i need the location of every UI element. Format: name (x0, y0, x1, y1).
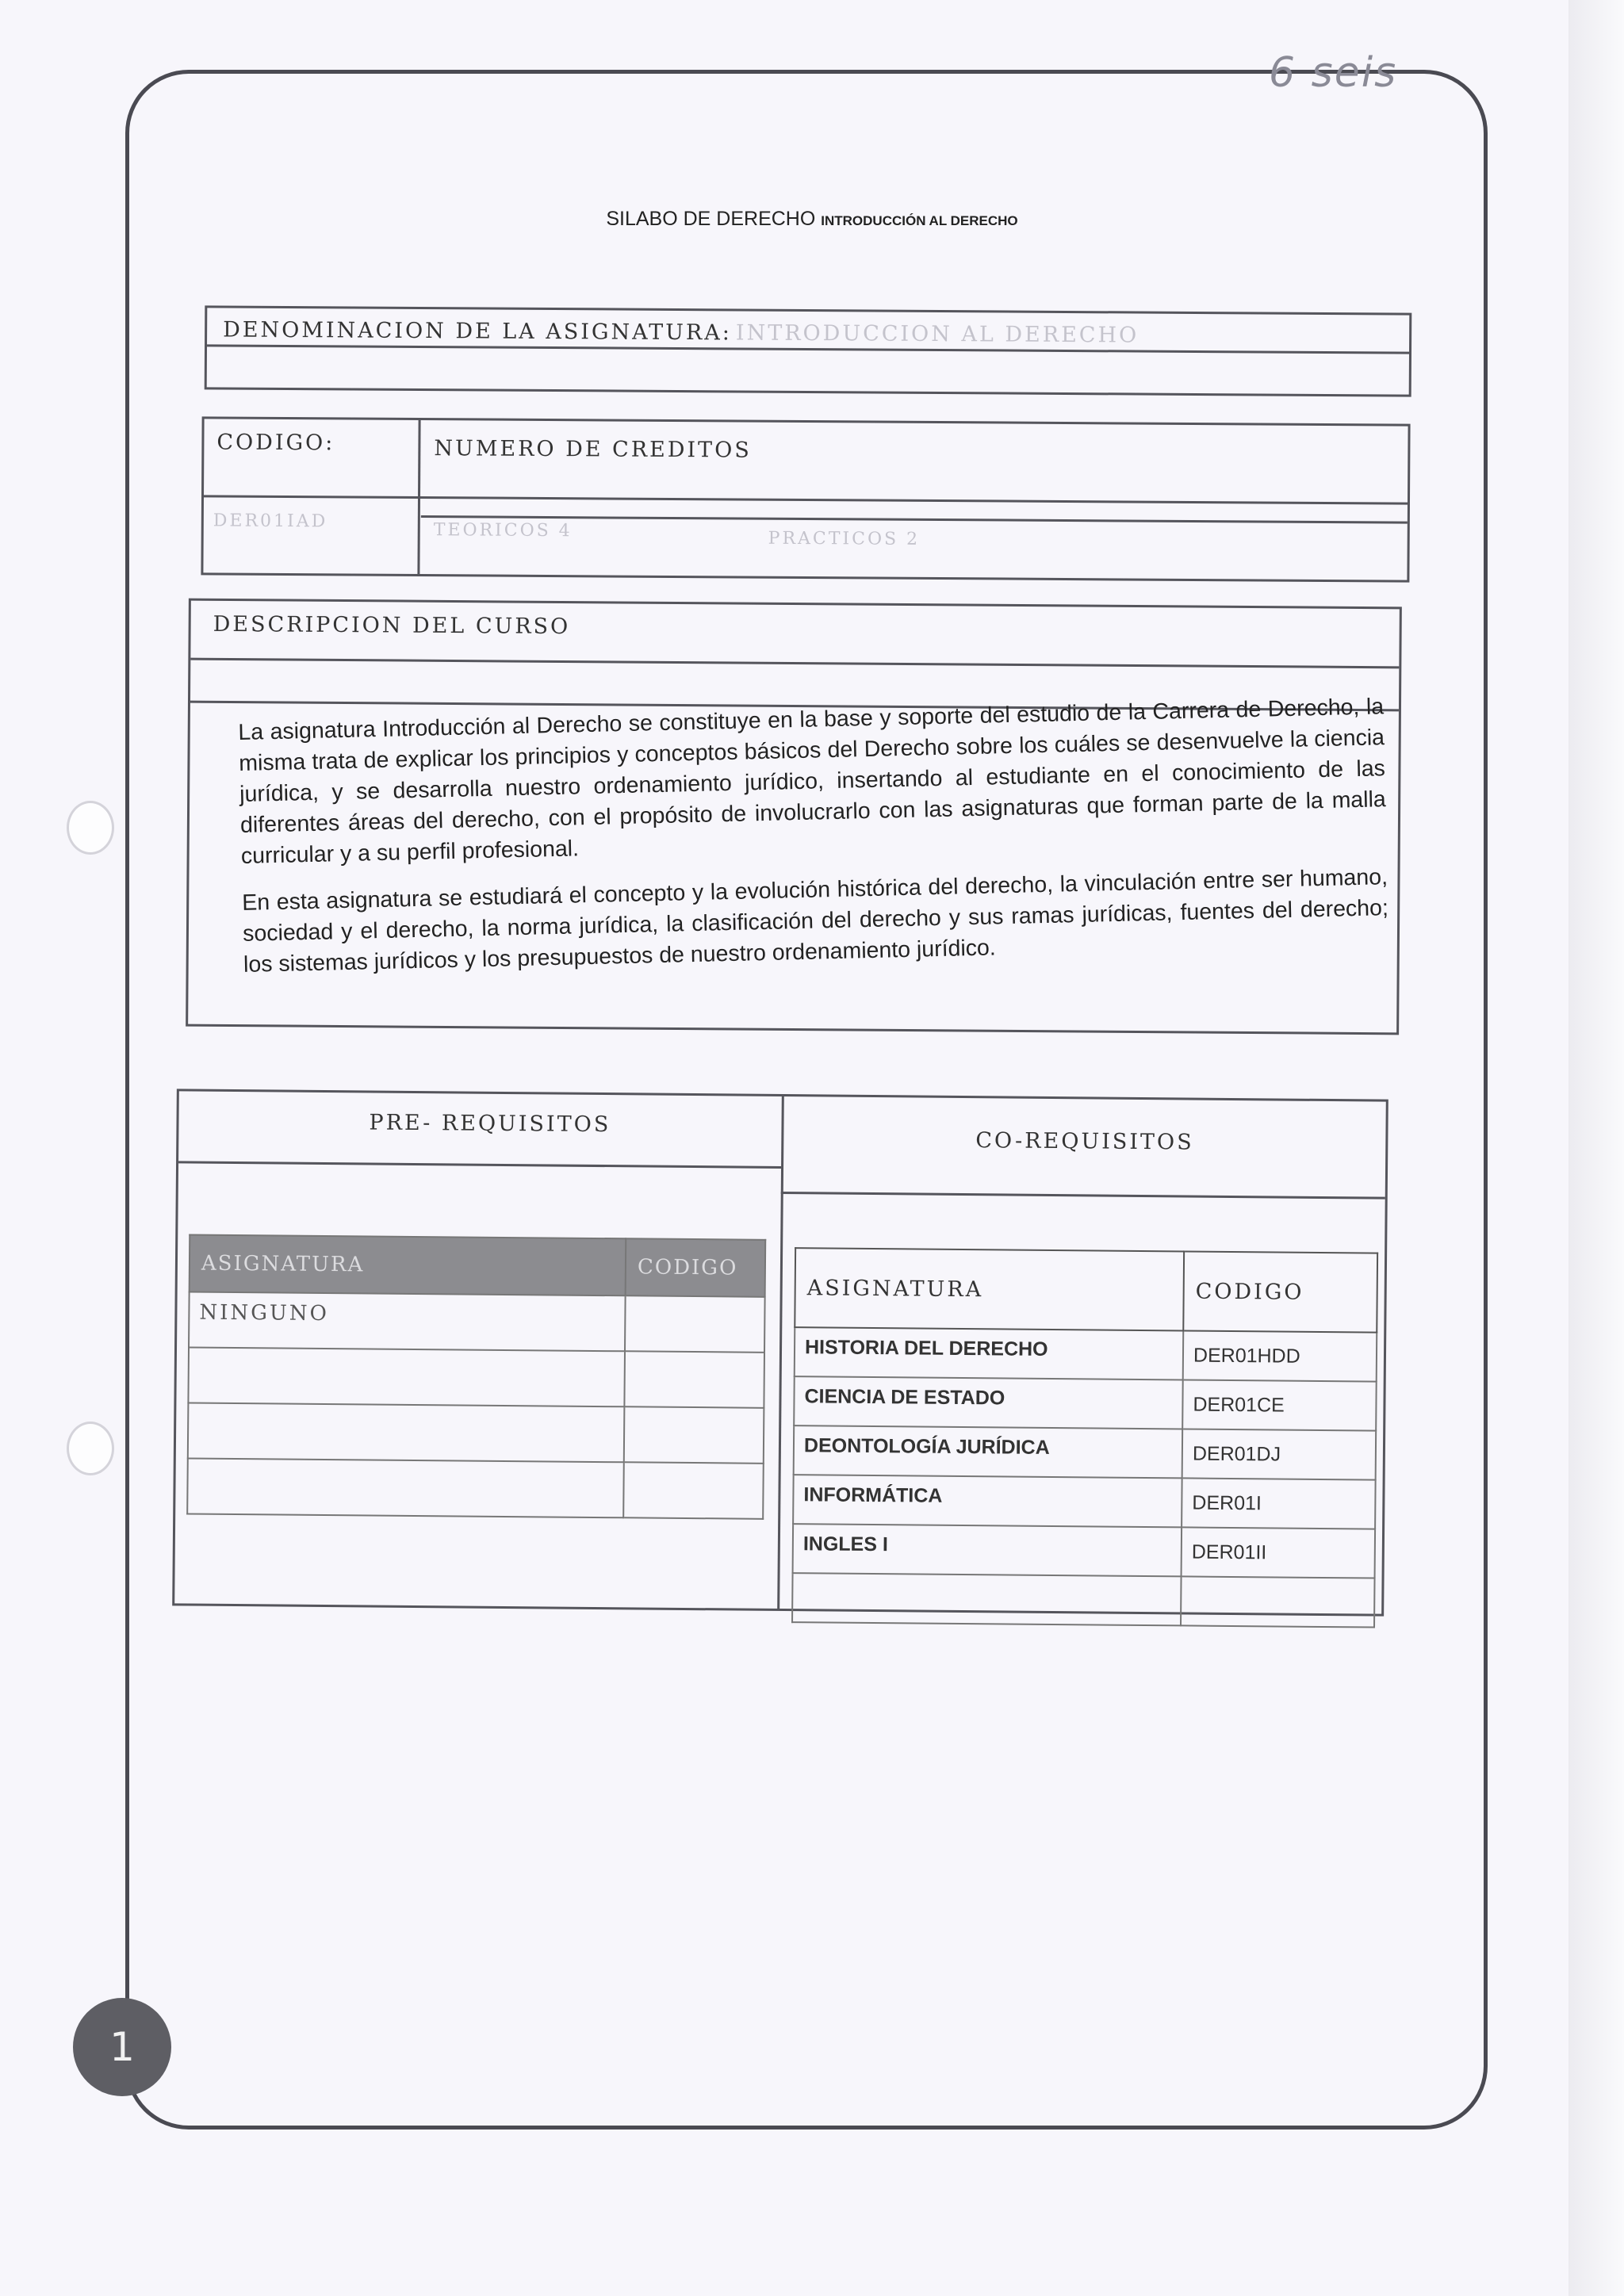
title-subtitle: INTRODUCCIÓN AL DERECHO (821, 213, 1018, 228)
pre-cell-codigo (624, 1351, 764, 1408)
pre-cell-asignatura (187, 1458, 624, 1517)
denominacion-box (205, 305, 1412, 396)
table-row (188, 1402, 764, 1463)
denominacion-value: INTRODUCCION AL DERECHO (735, 320, 1139, 348)
codigo-label: CODIGO: (216, 430, 335, 456)
descripcion-paragraph-2: En esta asignatura se estudiará el concepto y la evolución histórica del derecho, la vinculación entre ser humano, sociedad y el derecho, la norma jurídica, la clasificación del derecho y sus ramas jurídicas, fuentes del derecho; los sistemas jurídicos y los presupuestos de nuestro ordenamiento jurídico. (241, 864, 1389, 978)
co-cell-asignatura: HISTORIA DEL DERECHO (795, 1327, 1184, 1380)
table-row (792, 1573, 1375, 1627)
punch-hole-bottom (67, 1422, 114, 1475)
denominacion-label: DENOMINACION DE LA ASIGNATURA: (223, 317, 732, 346)
co-cell-asignatura: INFORMÁTICA (793, 1475, 1182, 1527)
co-requisitos-label: CO-REQUISITOS (975, 1128, 1194, 1155)
table-row (188, 1347, 764, 1407)
handwritten-note: 6 seis (1269, 49, 1398, 97)
table-row (794, 1425, 1377, 1479)
co-cell-codigo: DER01HDD (1183, 1330, 1377, 1381)
descripcion-divider-1 (190, 658, 1399, 669)
codigo-row-divider (204, 495, 1408, 504)
pre-cell-asignatura (188, 1347, 625, 1406)
codigo-creditos-box (201, 416, 1410, 582)
pre-cell-codigo (623, 1462, 764, 1519)
table-row (793, 1475, 1376, 1529)
co-table-header-row (795, 1248, 1377, 1332)
page-number-badge: 1 (73, 1998, 171, 2096)
descripcion-text (238, 691, 1390, 997)
co-cell-codigo: DER01I (1182, 1478, 1376, 1529)
pre-header-codigo: CODIGO (626, 1238, 766, 1297)
title-main: SILABO DE DERECHO (606, 208, 816, 230)
table-row (189, 1292, 765, 1352)
table-row (794, 1376, 1377, 1430)
pre-table-header-row (190, 1234, 766, 1296)
co-header-divider (781, 1192, 1385, 1200)
requisitos-box (172, 1089, 1388, 1616)
table-row (187, 1458, 764, 1518)
paper-edge-shadow (1568, 0, 1624, 2296)
co-cell-asignatura: CIENCIA DE ESTADO (794, 1376, 1183, 1429)
co-requisitos-table (791, 1247, 1378, 1628)
descripcion-paragraph-1: La asignatura Introducción al Derecho se constituye en la base y soporte del estudio de la Carrera de Derecho, la misma trata de explicar los principios y conceptos básicos del Derecho sobre los cuáles se desenvuelve la ciencia jurídica, y se desarrolla nuestro ordenamiento jurídico, insertando al estudiante en el conocimiento de las diferentes áreas del derecho, con el propósito de involucrarlo con las asignaturas que forman parte de la malla curricular y a su perfil profesional. (238, 694, 1387, 869)
co-cell-codigo: DER01CE (1182, 1380, 1377, 1430)
co-cell-codigo: DER01DJ (1182, 1429, 1377, 1479)
pre-cell-asignatura (188, 1402, 625, 1462)
pre-requisitos-table (186, 1234, 766, 1519)
pre-cell-codigo (625, 1295, 765, 1353)
document-title (0, 208, 1624, 231)
table-row (793, 1524, 1376, 1578)
pre-header-asignatura: ASIGNATURA (190, 1234, 626, 1295)
creditos-label: NUMERO DE CREDITOS (434, 436, 752, 463)
table-row (795, 1327, 1377, 1381)
practicos-value: PRACTICOS 2 (768, 528, 921, 549)
co-header-codigo: CODIGO (1183, 1251, 1377, 1332)
teoricos-value: TEORICOS 4 (433, 520, 573, 541)
co-cell-asignatura: DEONTOLOGÍA JURÍDICA (794, 1425, 1183, 1478)
codigo-value: DER01IAD (213, 511, 328, 532)
pre-cell-asignatura: NINGUNO (189, 1292, 626, 1351)
co-cell-asignatura: INGLES I (793, 1524, 1182, 1576)
co-cell-asignatura (792, 1573, 1182, 1625)
co-cell-codigo (1181, 1576, 1375, 1627)
co-cell-codigo: DER01II (1182, 1527, 1376, 1578)
pre-cell-codigo (624, 1406, 764, 1464)
denominacion-divider (207, 344, 1409, 354)
pre-header-divider (178, 1161, 781, 1169)
punch-hole-top (67, 801, 114, 855)
pre-requisitos-label: PRE- REQUISITOS (369, 1110, 611, 1138)
requisitos-divider (777, 1096, 784, 1609)
descripcion-label: DESCRIPCION DEL CURSO (213, 611, 571, 640)
co-header-asignatura: ASIGNATURA (795, 1248, 1184, 1330)
